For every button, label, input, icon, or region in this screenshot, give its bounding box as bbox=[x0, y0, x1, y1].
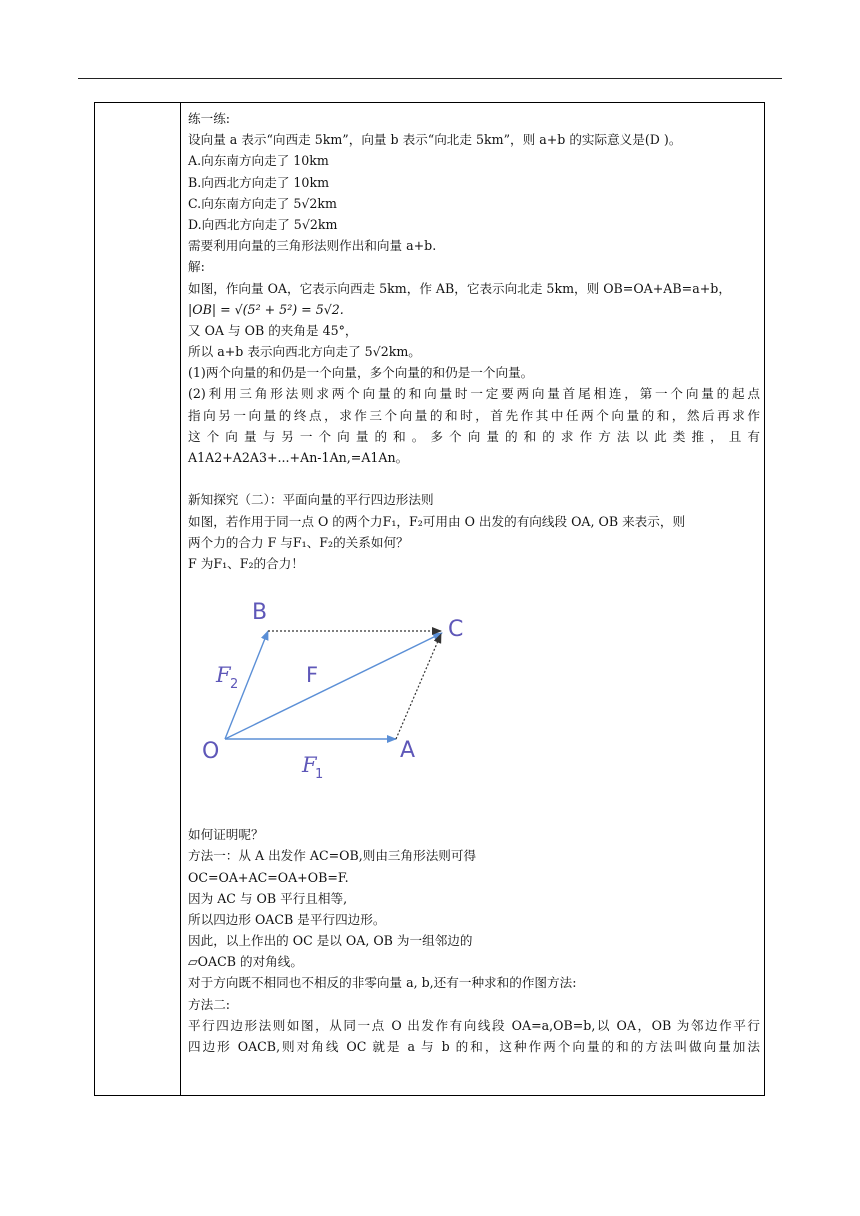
point-label-o: O bbox=[202, 739, 220, 765]
force-label-f2: F bbox=[216, 663, 231, 688]
option-d: D.向西北方向走了 5√2km bbox=[188, 216, 338, 232]
method2-line: 平行四边形法则如图，从同一点 O 出发作有向线段 OA=a,OB=b,以 OA，OB 为邻边作平行 bbox=[188, 1017, 760, 1033]
option-b: B.向西北方向走了 10km bbox=[188, 174, 330, 190]
exercise-heading: 练一练: bbox=[188, 111, 231, 126]
dashed-side-ac bbox=[396, 634, 441, 739]
content-cell bbox=[188, 108, 760, 1057]
angle-line: 又 OA 与 OB 的夹角是 45°， bbox=[188, 322, 358, 338]
note-2-line: 这个向量与另一个向量的和。多个向量的和的求作方法以此类推，且有 bbox=[188, 428, 760, 444]
option-c: C.向东南方向走了 5√2km bbox=[188, 195, 337, 211]
method2-line: 四边形 OACB,则对角线 OC 就是 a 与 b 的和，这种作两个向量的和的方法叫做向量加法 bbox=[188, 1039, 760, 1054]
exercise-question: 设向量 a 表示“向西走 5km”，向量 b 表示“向北走 5km”，则 a+b 的实际意义是(D )。 bbox=[188, 132, 682, 148]
solution-label: 解: bbox=[188, 259, 205, 275]
parallelogram-diagram bbox=[188, 574, 488, 824]
proof-question: 如何证明呢？ bbox=[188, 827, 264, 843]
note-2-line: (2)利用三角形法则求两个向量的和向量时一定要两向量首尾相连，第一个向量的起点 bbox=[188, 386, 760, 402]
method1-line: ▱OACB 的对角线。 bbox=[188, 954, 303, 970]
point-label-a: A bbox=[400, 738, 416, 764]
force-label-f2-sub: 2 bbox=[230, 677, 239, 693]
explore-heading: 新知探究（二）：平面向量的平行四边形法则 bbox=[188, 492, 434, 508]
conclusion-line: 所以 a+b 表示向西北方向走了 5√2km。 bbox=[188, 344, 421, 360]
force-label-f1: F bbox=[302, 753, 317, 778]
method1-line: OC=OA+AC=OA+OB=F. bbox=[188, 869, 349, 885]
method1-line: 所以四边形 OACB 是平行四边形。 bbox=[188, 911, 386, 927]
parallelogram-figure bbox=[188, 574, 760, 824]
option-a: A.向东南方向走了 10km bbox=[188, 153, 329, 169]
point-label-b: B bbox=[252, 600, 268, 626]
solution-line: 如图，作向量 OA，它表示向西走 5km，作 AB，它表示向北走 5km，则 OB=OA+AB=a+b， bbox=[188, 280, 731, 296]
hint-text: 需要利用向量的三角形法则作出和向量 a+b. bbox=[188, 238, 437, 254]
vector-oc bbox=[225, 633, 442, 739]
method1-line: 因为 AC 与 OB 平行且相等, bbox=[188, 890, 348, 906]
method2-label: 方法二: bbox=[188, 996, 231, 1012]
point-label-c: C bbox=[448, 617, 464, 643]
note-1: (1)两个向量的和仍是一个向量，多个向量的和仍是一个向量。 bbox=[188, 365, 534, 381]
explore-question: 两个力的合力 F 与F₁、F₂的关系如何？ bbox=[188, 534, 409, 550]
explore-answer: F 为F₁、F₂的合力！ bbox=[188, 555, 304, 571]
explore-question: 如图，若作用于同一点 O 的两个力F₁，F₂可用由 O 出发的有向线段 OA, OB 来表示，则 bbox=[188, 513, 686, 529]
method1-line: 因此，以上作出的 OC 是以 OA, OB 为一组邻边的 bbox=[188, 933, 473, 949]
transition-line: 对于方向既不相同也不相反的非零向量 a, b,还有一种求和的作图方法: bbox=[188, 975, 577, 991]
method1-line: 方法一：从 A 出发作 AC=OB,则由三角形法则可得 bbox=[188, 848, 477, 864]
note-2-line: A1A2+A2A3+...+An-1An,=A1An。 bbox=[188, 450, 409, 465]
header-rule bbox=[78, 78, 782, 79]
table-column-divider bbox=[180, 102, 181, 1096]
force-label-f1-sub: 1 bbox=[315, 767, 324, 783]
force-label-f: F bbox=[306, 663, 319, 688]
note-2-line: 指向另一向量的终点，求作三个向量的和时，首先作其中任两个向量的和，然后再求作 bbox=[188, 407, 760, 423]
magnitude-formula: |OB| = √(5² + 5²) = 5√2. bbox=[188, 301, 344, 317]
